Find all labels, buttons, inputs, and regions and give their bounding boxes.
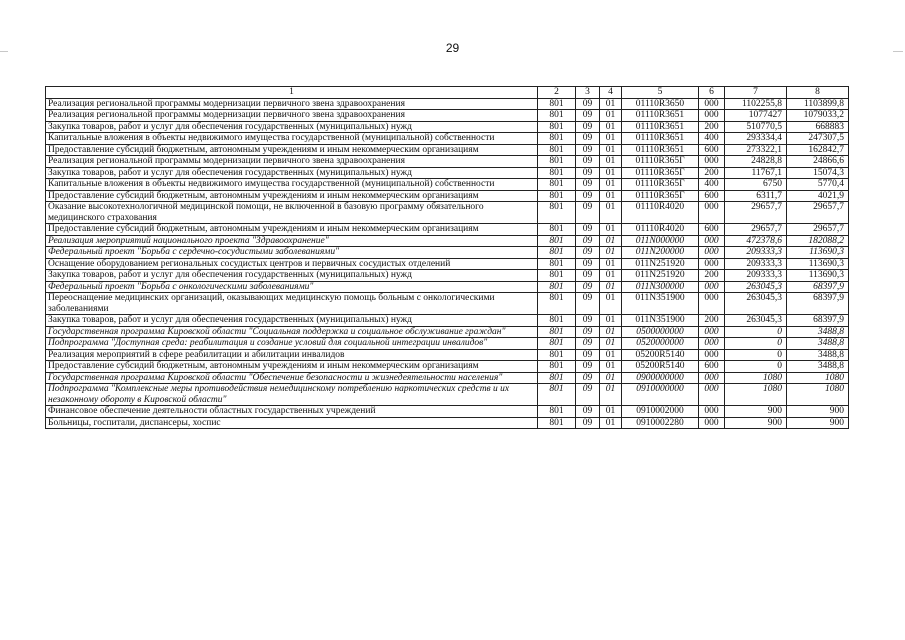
row-c4: 01	[600, 167, 622, 179]
row-c8: 668883	[787, 121, 849, 133]
row-c8: 3488,8	[787, 326, 849, 338]
row-c3: 09	[576, 98, 600, 110]
row-c7: 263045,3	[725, 281, 787, 293]
row-c4: 01	[600, 156, 622, 168]
row-c2: 801	[538, 326, 576, 338]
table-row	[46, 417, 849, 429]
row-c7: 11767,1	[725, 167, 787, 179]
row-c5: 01110R3651	[622, 144, 699, 156]
row-c3: 09	[576, 235, 600, 247]
row-c7: 1080	[725, 372, 787, 384]
row-c4: 01	[600, 144, 622, 156]
row-c3: 09	[576, 361, 600, 373]
row-name: Капитальные вложения в объекты недвижимого имущества государственной (муниципальной) собственности	[46, 179, 538, 191]
row-c7: 0	[725, 349, 787, 361]
row-name: Закупка товаров, работ и услуг для обеспечения государственных (муниципальных) нужд	[46, 121, 538, 133]
row-c5: 011N351900	[622, 315, 699, 327]
row-c5: 0900000000	[622, 372, 699, 384]
row-c8: 68397,9	[787, 281, 849, 293]
row-c4: 01	[600, 384, 622, 406]
row-c2: 801	[538, 247, 576, 259]
row-c2: 801	[538, 349, 576, 361]
table-row	[46, 235, 849, 247]
row-c4: 01	[600, 235, 622, 247]
row-c6: 000	[699, 156, 725, 168]
row-c3: 09	[576, 247, 600, 259]
row-c5: 0910002280	[622, 417, 699, 429]
row-c4: 01	[600, 417, 622, 429]
row-c4: 01	[600, 315, 622, 327]
row-c2: 801	[538, 224, 576, 236]
table-row	[46, 406, 849, 418]
row-c7: 0	[725, 338, 787, 350]
row-c3: 09	[576, 110, 600, 122]
scan-mark-right	[893, 51, 903, 52]
row-c5: 0520000000	[622, 338, 699, 350]
row-c5: 011N251920	[622, 270, 699, 282]
row-c4: 01	[600, 179, 622, 191]
row-c3: 09	[576, 349, 600, 361]
row-c2: 801	[538, 372, 576, 384]
row-c8: 68397,9	[787, 315, 849, 327]
row-c4: 01	[600, 281, 622, 293]
header-cell: 8	[787, 87, 849, 99]
row-c2: 801	[538, 190, 576, 202]
row-c2: 801	[538, 133, 576, 145]
row-c3: 09	[576, 417, 600, 429]
header-cell: 3	[576, 87, 600, 99]
row-c5: 011N200000	[622, 247, 699, 259]
table-row	[46, 144, 849, 156]
row-c7: 29657,7	[725, 202, 787, 224]
row-c5: 011N251920	[622, 258, 699, 270]
table-row	[46, 190, 849, 202]
row-c6: 000	[699, 417, 725, 429]
row-c3: 09	[576, 315, 600, 327]
row-c8: 1103899,8	[787, 98, 849, 110]
row-c4: 01	[600, 349, 622, 361]
row-c4: 01	[600, 110, 622, 122]
row-name: Реализация региональной программы модернизации первичного звена здравоохранения	[46, 110, 538, 122]
row-c8: 900	[787, 417, 849, 429]
row-name: Оснащение оборудованием региональных сосудистых центров и первичных сосудистых отделений	[46, 258, 538, 270]
table-row	[46, 384, 849, 406]
row-c5: 01110R365Г	[622, 156, 699, 168]
row-name: Больницы, госпитали, диспансеры, хоспис	[46, 417, 538, 429]
row-name: Предоставление субсидий бюджетным, автономным учреждениям и иным некоммерческим организациям	[46, 224, 538, 236]
row-c7: 273322,1	[725, 144, 787, 156]
row-c7: 209333,3	[725, 270, 787, 282]
row-c7: 6311,7	[725, 190, 787, 202]
header-cell: 6	[699, 87, 725, 99]
row-c3: 09	[576, 167, 600, 179]
table-row	[46, 224, 849, 236]
row-c2: 801	[538, 258, 576, 270]
row-c8: 900	[787, 406, 849, 418]
row-c4: 01	[600, 121, 622, 133]
row-c3: 09	[576, 270, 600, 282]
row-c4: 01	[600, 258, 622, 270]
table-row	[46, 361, 849, 373]
row-name: Оказание высокотехнологичной медицинской помощи, не включенной в базовую программу обязательного медицинского страхования	[46, 202, 538, 224]
row-name: Федеральный проект "Борьба с сердечно-сосудистыми заболеваниями"	[46, 247, 538, 259]
row-name: Закупка товаров, работ и услуг для обеспечения государственных (муниципальных) нужд	[46, 167, 538, 179]
table-row	[46, 281, 849, 293]
row-c7: 293334,4	[725, 133, 787, 145]
row-c2: 801	[538, 281, 576, 293]
row-c2: 801	[538, 144, 576, 156]
row-c7: 1080	[725, 384, 787, 406]
row-c6: 200	[699, 270, 725, 282]
row-c4: 01	[600, 270, 622, 282]
row-c5: 01110R365Г	[622, 190, 699, 202]
row-c8: 3488,8	[787, 361, 849, 373]
row-c8: 182088,2	[787, 235, 849, 247]
row-name: Предоставление субсидий бюджетным, автономным учреждениям и иным некоммерческим организациям	[46, 190, 538, 202]
row-c8: 3488,8	[787, 349, 849, 361]
row-c6: 000	[699, 293, 725, 315]
row-c4: 01	[600, 247, 622, 259]
row-c3: 09	[576, 406, 600, 418]
row-c4: 01	[600, 98, 622, 110]
row-c3: 09	[576, 281, 600, 293]
row-c2: 801	[538, 98, 576, 110]
row-c5: 0910000000	[622, 384, 699, 406]
row-c4: 01	[600, 338, 622, 350]
row-name: Закупка товаров, работ и услуг для обеспечения государственных (муниципальных) нужд	[46, 270, 538, 282]
row-c3: 09	[576, 144, 600, 156]
row-c7: 0	[725, 326, 787, 338]
row-c8: 29657,7	[787, 224, 849, 236]
row-c7: 209333,3	[725, 247, 787, 259]
row-c7: 1102255,8	[725, 98, 787, 110]
row-c4: 01	[600, 133, 622, 145]
row-c8: 68397,9	[787, 293, 849, 315]
row-c2: 801	[538, 235, 576, 247]
row-c3: 09	[576, 372, 600, 384]
row-c6: 000	[699, 372, 725, 384]
row-c2: 801	[538, 361, 576, 373]
table-row	[46, 349, 849, 361]
row-name: Реализация мероприятий в сфере реабилитации и абилитации инвалидов	[46, 349, 538, 361]
row-c5: 01110R365Г	[622, 167, 699, 179]
header-cell: 4	[600, 87, 622, 99]
table-row	[46, 133, 849, 145]
row-name: Предоставление субсидий бюджетным, автономным учреждениям и иным некоммерческим организациям	[46, 361, 538, 373]
row-c2: 801	[538, 156, 576, 168]
row-c8: 1079033,2	[787, 110, 849, 122]
row-c4: 01	[600, 326, 622, 338]
row-c7: 900	[725, 406, 787, 418]
scan-mark-left	[0, 51, 8, 52]
table-row	[46, 338, 849, 350]
row-name: Переоснащение медицинских организаций, оказывающих медицинскую помощь больным с онкологическими заболеваниями	[46, 293, 538, 315]
table-row	[46, 270, 849, 282]
row-c6: 000	[699, 110, 725, 122]
row-c3: 09	[576, 156, 600, 168]
row-c5: 01110R3650	[622, 98, 699, 110]
row-c5: 05200R5140	[622, 349, 699, 361]
row-c2: 801	[538, 293, 576, 315]
row-name: Реализация региональной программы модернизации первичного звена здравоохранения	[46, 98, 538, 110]
table-row	[46, 326, 849, 338]
table-row	[46, 247, 849, 259]
row-c2: 801	[538, 384, 576, 406]
row-c3: 09	[576, 190, 600, 202]
row-name: Капитальные вложения в объекты недвижимого имущества государственной (муниципальной) собственности	[46, 133, 538, 145]
header-cell: 1	[46, 87, 538, 99]
row-name: Подпрограмма "Комплексные меры противодействия немедицинскому потреблению наркотических средств и их незаконному обороту в Кировской области"	[46, 384, 538, 406]
page-number: 29	[445, 41, 460, 55]
row-c2: 801	[538, 417, 576, 429]
row-c7: 263045,3	[725, 293, 787, 315]
row-c6: 000	[699, 349, 725, 361]
row-c7: 209333,3	[725, 258, 787, 270]
row-c5: 01110R365Г	[622, 179, 699, 191]
row-c2: 801	[538, 338, 576, 350]
row-name: Государственная программа Кировской области "Социальная поддержка и социальное обслуживание граждан"	[46, 326, 538, 338]
row-c5: 01110R3651	[622, 133, 699, 145]
header-cell: 5	[622, 87, 699, 99]
row-c6: 000	[699, 281, 725, 293]
row-c6: 000	[699, 235, 725, 247]
row-c3: 09	[576, 202, 600, 224]
row-c6: 000	[699, 98, 725, 110]
row-c4: 01	[600, 202, 622, 224]
row-c7: 6750	[725, 179, 787, 191]
row-c5: 01110R4020	[622, 202, 699, 224]
row-c7: 1077427	[725, 110, 787, 122]
row-c5: 011N351900	[622, 293, 699, 315]
table-row	[46, 202, 849, 224]
row-c7: 29657,7	[725, 224, 787, 236]
row-c6: 000	[699, 258, 725, 270]
row-c6: 600	[699, 190, 725, 202]
row-c7: 510770,5	[725, 121, 787, 133]
row-c7: 263045,3	[725, 315, 787, 327]
row-c2: 801	[538, 270, 576, 282]
table-row	[46, 372, 849, 384]
row-c8: 247307,5	[787, 133, 849, 145]
table-body	[46, 98, 849, 429]
row-c5: 0910002000	[622, 406, 699, 418]
header-row	[46, 87, 849, 99]
row-c3: 09	[576, 133, 600, 145]
row-c2: 801	[538, 202, 576, 224]
row-c8: 162842,7	[787, 144, 849, 156]
table-row	[46, 98, 849, 110]
table-row	[46, 167, 849, 179]
row-c8: 4021,9	[787, 190, 849, 202]
row-c2: 801	[538, 315, 576, 327]
table-row	[46, 258, 849, 270]
row-c8: 113690,3	[787, 270, 849, 282]
row-c8: 3488,8	[787, 338, 849, 350]
row-c6: 600	[699, 361, 725, 373]
row-c4: 01	[600, 372, 622, 384]
row-c7: 472378,6	[725, 235, 787, 247]
row-c2: 801	[538, 110, 576, 122]
table-row	[46, 110, 849, 122]
row-c8: 24866,6	[787, 156, 849, 168]
row-c5: 05200R5140	[622, 361, 699, 373]
table-row	[46, 179, 849, 191]
row-c4: 01	[600, 293, 622, 315]
row-name: Федеральный проект "Борьба с онкологическими заболеваниями"	[46, 281, 538, 293]
row-c4: 01	[600, 224, 622, 236]
row-c6: 000	[699, 247, 725, 259]
table-row	[46, 121, 849, 133]
row-c8: 1080	[787, 372, 849, 384]
row-c3: 09	[576, 384, 600, 406]
row-c5: 011N000000	[622, 235, 699, 247]
row-c3: 09	[576, 338, 600, 350]
row-c6: 000	[699, 202, 725, 224]
row-c6: 000	[699, 384, 725, 406]
table-row	[46, 315, 849, 327]
row-c3: 09	[576, 258, 600, 270]
row-c2: 801	[538, 167, 576, 179]
table-row	[46, 156, 849, 168]
row-c3: 09	[576, 224, 600, 236]
row-c6: 600	[699, 144, 725, 156]
row-c7: 0	[725, 361, 787, 373]
row-c4: 01	[600, 406, 622, 418]
row-c6: 000	[699, 338, 725, 350]
row-c8: 1080	[787, 384, 849, 406]
header-cell: 7	[725, 87, 787, 99]
row-c2: 801	[538, 121, 576, 133]
row-name: Финансовое обеспечение деятельности областных государственных учреждений	[46, 406, 538, 418]
row-c2: 801	[538, 406, 576, 418]
row-c2: 801	[538, 179, 576, 191]
row-c3: 09	[576, 293, 600, 315]
row-c6: 000	[699, 406, 725, 418]
table-row	[46, 293, 849, 315]
row-c6: 000	[699, 326, 725, 338]
row-c5: 01110R3651	[622, 110, 699, 122]
row-c8: 113690,3	[787, 258, 849, 270]
row-c5: 0500000000	[622, 326, 699, 338]
row-c6: 400	[699, 179, 725, 191]
row-c5: 01110R3651	[622, 121, 699, 133]
row-c7: 24828,8	[725, 156, 787, 168]
header-cell: 2	[538, 87, 576, 99]
row-name: Предоставление субсидий бюджетным, автономным учреждениям и иным некоммерческим организациям	[46, 144, 538, 156]
budget-table	[45, 86, 849, 429]
row-c3: 09	[576, 326, 600, 338]
row-c6: 600	[699, 224, 725, 236]
row-c5: 011N300000	[622, 281, 699, 293]
row-c4: 01	[600, 190, 622, 202]
row-name: Подпрограмма "Доступная среда: реабилитация и создание условий для социальной интеграции инвалидов"	[46, 338, 538, 350]
row-c8: 5770,4	[787, 179, 849, 191]
row-name: Реализация региональной программы модернизации первичного звена здравоохранения	[46, 156, 538, 168]
row-c3: 09	[576, 179, 600, 191]
row-c8: 113690,3	[787, 247, 849, 259]
row-name: Закупка товаров, работ и услуг для обеспечения государственных (муниципальных) нужд	[46, 315, 538, 327]
row-c6: 200	[699, 315, 725, 327]
row-c6: 200	[699, 167, 725, 179]
row-c8: 15074,3	[787, 167, 849, 179]
row-c8: 29657,7	[787, 202, 849, 224]
row-name: Государственная программа Кировской области "Обеспечение безопасности и жизнедеятельности населения"	[46, 372, 538, 384]
row-c4: 01	[600, 361, 622, 373]
row-c7: 900	[725, 417, 787, 429]
row-c3: 09	[576, 121, 600, 133]
row-c6: 400	[699, 133, 725, 145]
row-c6: 200	[699, 121, 725, 133]
row-name: Реализация мероприятий национального проекта "Здравоохранение"	[46, 235, 538, 247]
row-c5: 01110R4020	[622, 224, 699, 236]
